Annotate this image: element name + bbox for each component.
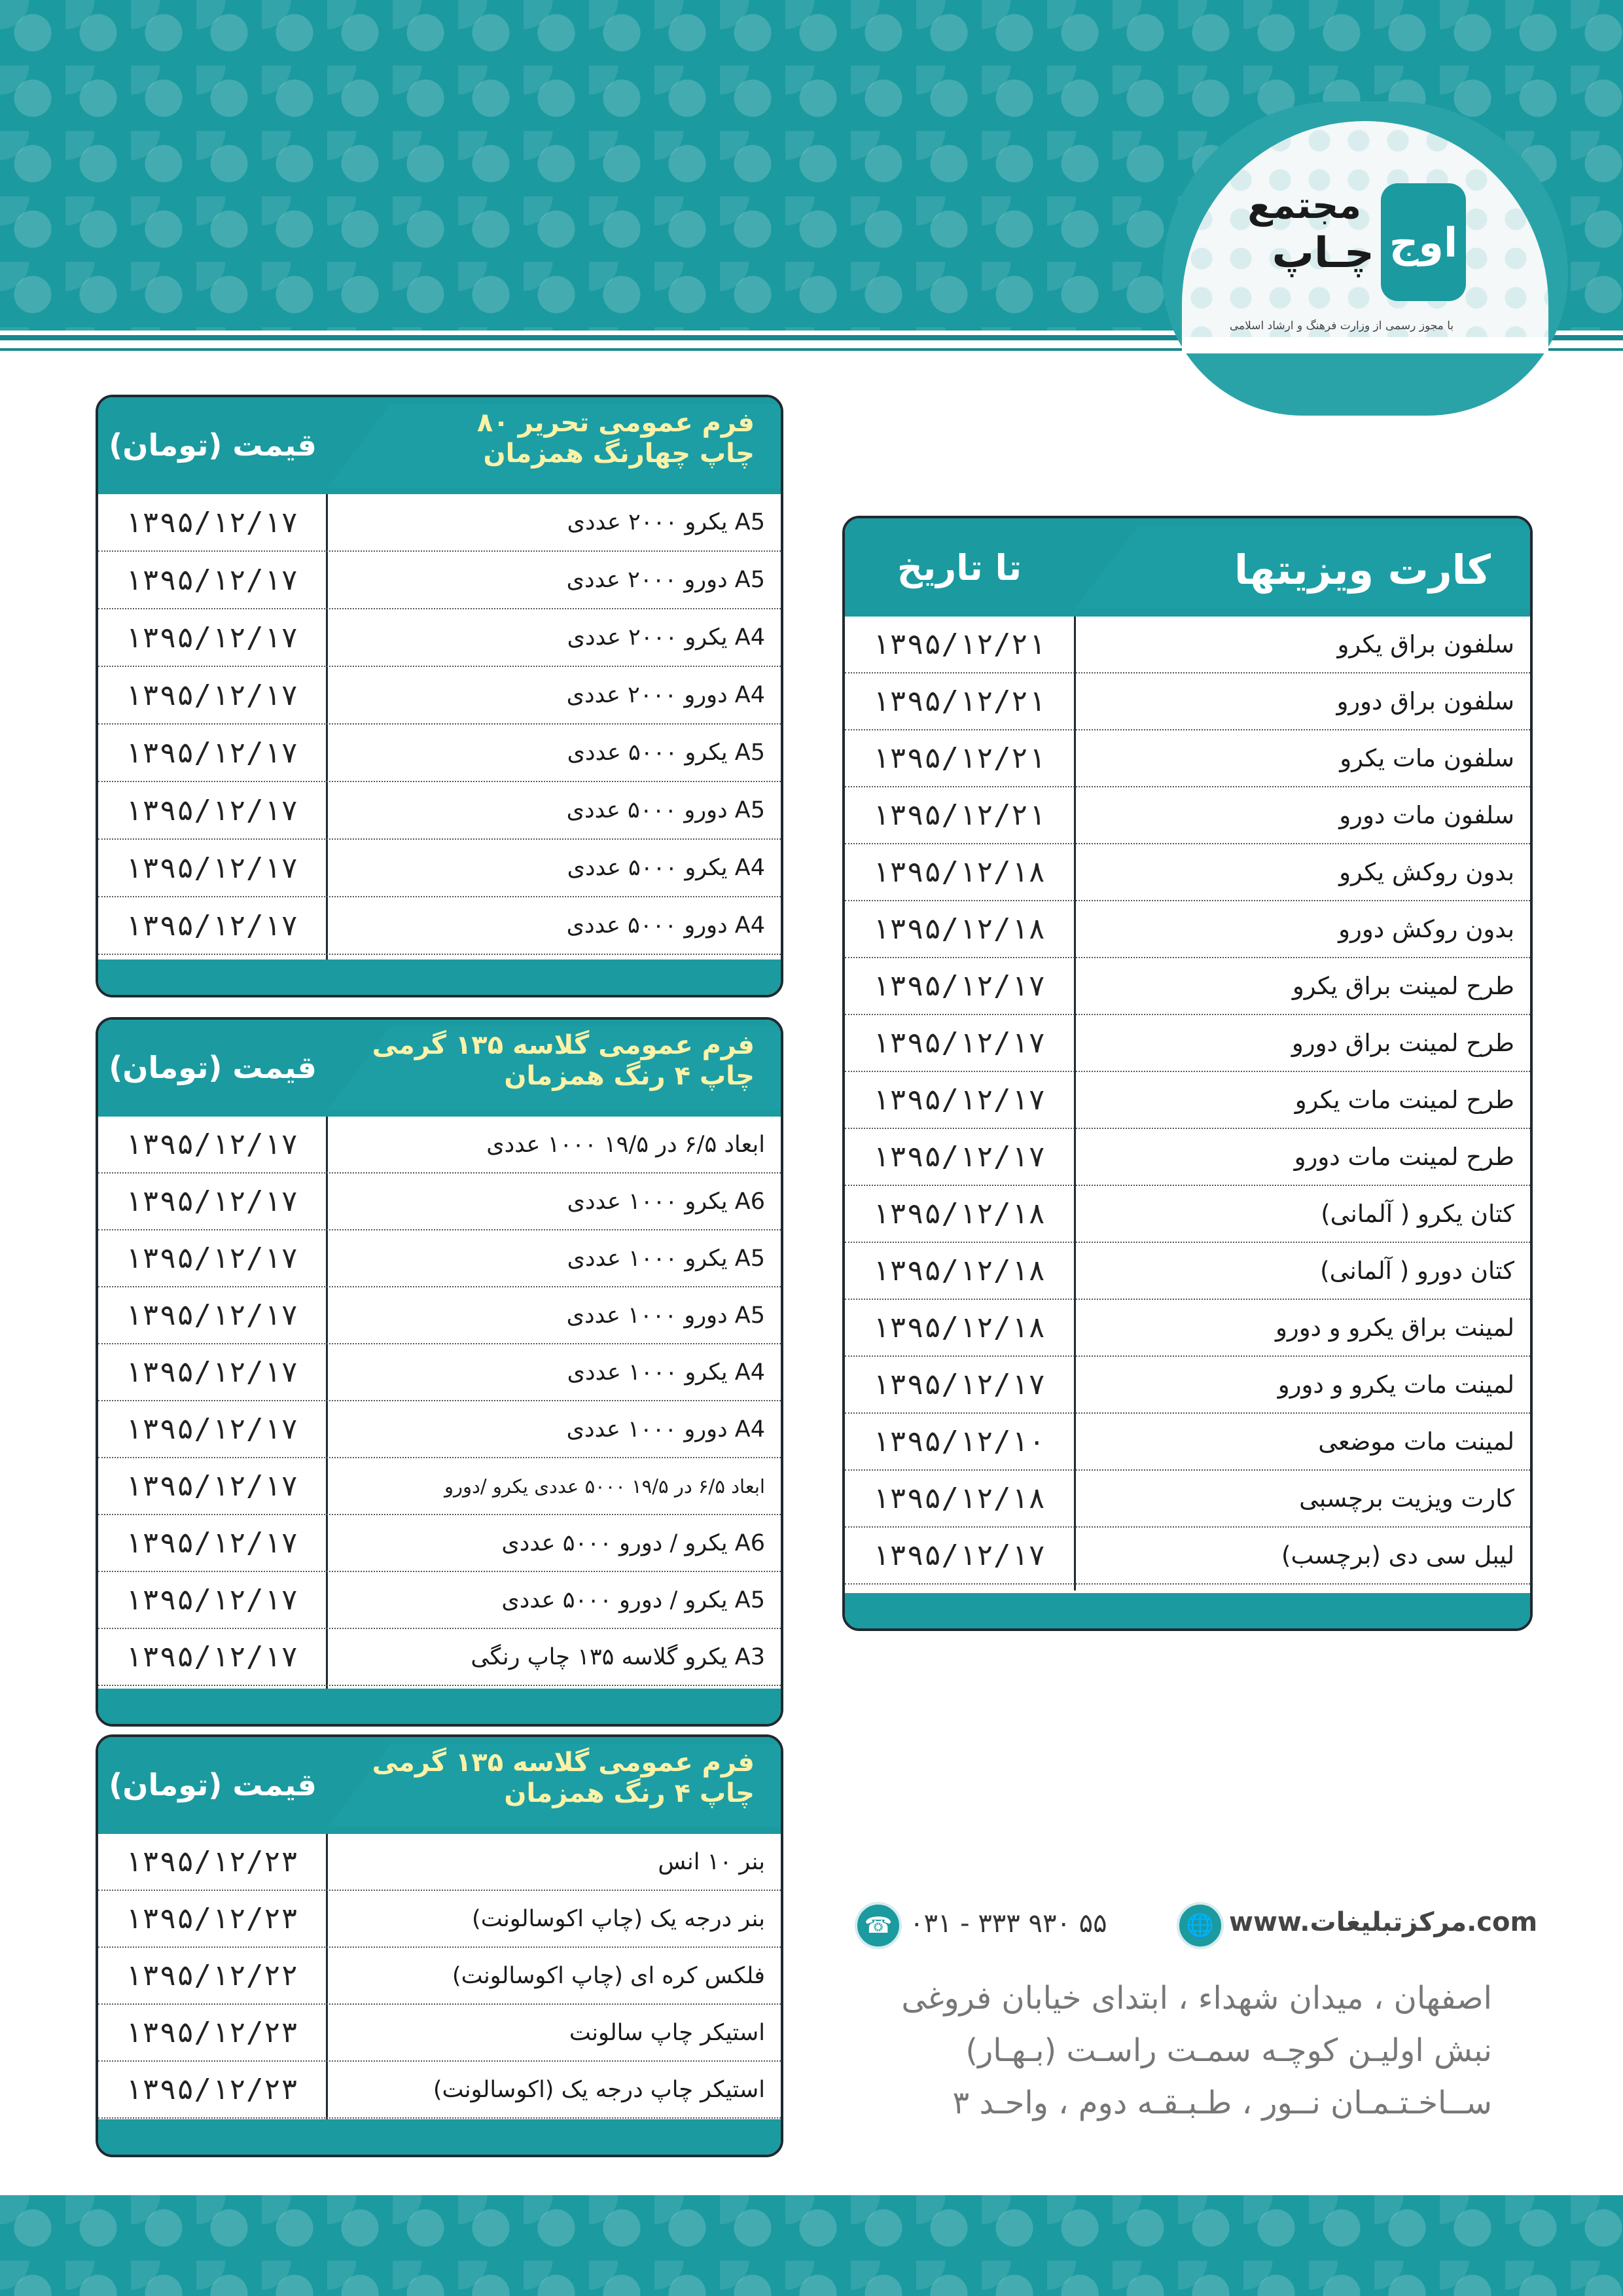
- logo-title-line1: مجتمع: [1247, 185, 1361, 227]
- table-row: [98, 2062, 781, 2119]
- table-row: [98, 1344, 781, 1401]
- row-value: ۱۳۹۵/۱۲/۱۸: [872, 912, 1046, 946]
- panel-footer: [98, 1689, 781, 1724]
- table-row: [98, 494, 781, 552]
- row-label: سلفون مات دورو: [1339, 801, 1514, 829]
- phone-number: ۰۳۱ - ۳۳۳ ۹۳۰ ۵۵: [910, 1909, 1107, 1939]
- table-row: [98, 1174, 781, 1230]
- row-label: A5 دورو ۲۰۰۰ عددی: [566, 567, 765, 593]
- table-row: [98, 782, 781, 840]
- row-label: استیکر چاپ سالونت: [569, 2019, 765, 2046]
- date-column-header: تا تاریخ: [897, 547, 1022, 588]
- row-label: لمینت مات موضعی: [1318, 1427, 1514, 1456]
- row-label: کتان یکرو ( آلمانی): [1321, 1200, 1514, 1228]
- row-value: ۱۳۹۵/۱۲/۲۳: [124, 1902, 298, 1935]
- row-label: کتان دورو ( آلمانی): [1320, 1257, 1514, 1285]
- address-line2: نبش اولیـن کوچـه سمـت راسـت (بـهـار): [965, 2032, 1492, 2069]
- panel-title-line2: چاپ ۴ رنگ همزمان: [504, 1061, 755, 1092]
- row-label: A5 یکرو ۱۰۰۰ عددی: [567, 1245, 765, 1272]
- table-row: [845, 1528, 1530, 1585]
- globe-icon: 🌐: [1177, 1902, 1224, 1949]
- panel-title-line2: چاپ ۴ رنگ همزمان: [504, 1778, 755, 1809]
- row-value: ۱۳۹۵/۱۲/۱۷: [124, 1469, 298, 1503]
- row-value: ۱۳۹۵/۱۲/۱۷: [124, 1128, 298, 1161]
- row-label: A6 یکرو / دورو ۵۰۰۰ عددی: [501, 1530, 765, 1556]
- panel-title: [349, 1030, 755, 1092]
- panel-title: [349, 408, 755, 469]
- panel-footer: [98, 960, 781, 995]
- row-value: ۱۳۹۵/۱۲/۲۱: [872, 742, 1046, 775]
- row-value: ۱۳۹۵/۱۲/۱۰: [872, 1425, 1046, 1458]
- table-row: [98, 1515, 781, 1572]
- price-panel-glasse-1: [96, 1017, 783, 1727]
- table-row: [98, 1230, 781, 1287]
- table-row: [98, 1948, 781, 2005]
- row-value: ۱۳۹۵/۱۲/۲۱: [872, 798, 1046, 832]
- row-label: کارت ویزیت برچسبی: [1299, 1484, 1514, 1513]
- row-label: A4 دورو ۵۰۰۰ عددی: [566, 912, 765, 939]
- row-label: سلفون مات یکرو: [1340, 744, 1514, 772]
- table-row: [98, 1117, 781, 1174]
- row-value: ۱۳۹۵/۱۲/۱۷: [124, 1640, 298, 1674]
- table-row: [98, 552, 781, 609]
- table-row: [845, 1471, 1530, 1528]
- row-value: ۱۳۹۵/۱۲/۱۷: [124, 678, 298, 712]
- row-label: A4 یکرو ۱۰۰۰ عددی: [567, 1359, 765, 1386]
- row-label: A4 یکرو ۲۰۰۰ عددی: [567, 624, 765, 651]
- table-row: [845, 1015, 1530, 1072]
- row-value: ۱۳۹۵/۱۲/۱۷: [872, 969, 1046, 1003]
- row-label: ابعاد ۶/۵ در ۱۹/۵ ۱۰۰۰ عددی: [486, 1131, 765, 1158]
- table-row: [845, 901, 1530, 958]
- logo-mark: اوج: [1381, 183, 1466, 301]
- table-row: [845, 1243, 1530, 1300]
- row-label: A5 یکرو ۲۰۰۰ عددی: [567, 509, 765, 535]
- row-label: لمینت براق یکرو و دورو: [1275, 1314, 1514, 1342]
- price-column-header: قیمت (تومان): [109, 1050, 317, 1085]
- table-row: [98, 897, 781, 955]
- row-value: ۱۳۹۵/۱۲/۱۷: [124, 793, 298, 827]
- table-row: [845, 673, 1530, 730]
- row-value: ۱۳۹۵/۱۲/۱۸: [872, 1197, 1046, 1230]
- row-value: ۱۳۹۵/۱۲/۱۷: [124, 1299, 298, 1332]
- website-link[interactable]: www.مرکزتبلیغات.com: [1229, 1907, 1538, 1937]
- row-label: سلفون براق دورو: [1336, 687, 1514, 715]
- table-row: [98, 1572, 781, 1629]
- row-value: ۱۳۹۵/۱۲/۱۷: [872, 1026, 1046, 1060]
- logo-plate-base: [1182, 337, 1548, 353]
- price-panel-tahrir: [96, 395, 783, 997]
- phone-icon: ☎: [855, 1902, 902, 1949]
- row-label: A5 یکرو / دورو ۵۰۰۰ عددی: [501, 1587, 765, 1613]
- row-label: A4 دورو ۲۰۰۰ عددی: [566, 682, 765, 708]
- table-row: [845, 1357, 1530, 1414]
- row-label: A3 یکرو گلاسه ۱۳۵ چاپ رنگی: [471, 1643, 765, 1670]
- logo-title-line2: چـاپ: [1272, 229, 1374, 278]
- contact-line: [851, 1898, 1538, 1950]
- row-value: ۱۳۹۵/۱۲/۱۷: [124, 736, 298, 770]
- panel-title: کارت ویزیتها: [1234, 546, 1491, 594]
- row-value: ۱۳۹۵/۱۲/۲۳: [124, 2016, 298, 2049]
- table-row: [98, 1287, 781, 1344]
- row-label: طرح لمینت مات دورو: [1294, 1143, 1514, 1171]
- table-row: [98, 840, 781, 897]
- row-label: طرح لمینت مات یکرو: [1294, 1086, 1514, 1114]
- row-value: ۱۳۹۵/۱۲/۱۷: [872, 1539, 1046, 1572]
- row-value: ۱۳۹۵/۱۲/۲۳: [124, 1845, 298, 1878]
- table-row: [845, 958, 1530, 1015]
- row-label: بنر ۱۰ انس: [658, 1848, 765, 1875]
- row-value: ۱۳۹۵/۱۲/۲۱: [872, 628, 1046, 661]
- row-value: ۱۳۹۵/۱۲/۱۷: [124, 1583, 298, 1617]
- row-label: A4 یکرو ۵۰۰۰ عددی: [567, 855, 765, 881]
- panel-title-line2: چاپ چهارنگ همزمان: [483, 439, 755, 469]
- row-label: ابعاد ۶/۵ در ۱۹/۵ ۵۰۰۰ عددی یکرو /دورو: [444, 1475, 765, 1498]
- table-row: [98, 2005, 781, 2062]
- table-row: [845, 1414, 1530, 1471]
- row-value: ۱۳۹۵/۱۲/۱۷: [124, 563, 298, 597]
- row-value: ۱۳۹۵/۱۲/۲۱: [872, 685, 1046, 718]
- row-value: ۱۳۹۵/۱۲/۱۷: [872, 1140, 1046, 1174]
- table-row: [98, 609, 781, 667]
- row-value: ۱۳۹۵/۱۲/۱۸: [872, 855, 1046, 889]
- table-row: [98, 1834, 781, 1891]
- table-row: [98, 1458, 781, 1515]
- row-value: ۱۳۹۵/۱۲/۱۸: [872, 1482, 1046, 1515]
- row-value: ۱۳۹۵/۱۲/۱۷: [124, 620, 298, 655]
- row-value: ۱۳۹۵/۱۲/۱۷: [872, 1083, 1046, 1117]
- price-panel-glasse-2: [96, 1734, 783, 2157]
- row-value: ۱۳۹۵/۱۲/۱۷: [124, 1355, 298, 1389]
- row-value: ۱۳۹۵/۱۲/۲۲: [124, 1959, 298, 1992]
- table-row: [98, 1891, 781, 1948]
- table-row: [845, 730, 1530, 787]
- table-row: [98, 667, 781, 725]
- row-label: استیکر چاپ درجه یک (اکوسالونت): [433, 2076, 765, 2103]
- row-value: ۱۳۹۵/۱۲/۲۳: [124, 2073, 298, 2106]
- row-label: طرح لمینت براق دورو: [1291, 1029, 1514, 1057]
- row-label: بدون روکش دورو: [1338, 915, 1514, 943]
- row-label: A5 دورو ۱۰۰۰ عددی: [566, 1302, 765, 1329]
- row-value: ۱۳۹۵/۱۲/۱۸: [872, 1254, 1046, 1287]
- panel-footer: [98, 2119, 781, 2155]
- address-line3: ســاخـتـمـان نــور ، طـبـقـه دوم ، واحـد ۳: [952, 2085, 1492, 2121]
- row-value: ۱۳۹۵/۱۲/۱۷: [124, 1526, 298, 1560]
- table-row: [845, 787, 1530, 844]
- table-row: [845, 1300, 1530, 1357]
- row-label: A4 دورو ۱۰۰۰ عددی: [566, 1416, 765, 1443]
- price-panel-business-cards: [842, 516, 1533, 1631]
- row-value: ۱۳۹۵/۱۲/۱۷: [124, 505, 298, 539]
- table-row: [845, 1129, 1530, 1186]
- row-value: ۱۳۹۵/۱۲/۱۷: [124, 1185, 298, 1218]
- row-label: فلکس کره ای (چاپ اکوسالونت): [452, 1962, 765, 1989]
- panel-title-line1: فرم عمومی گلاسه ۱۳۵ گرمی: [372, 1030, 755, 1060]
- table-row: [98, 725, 781, 782]
- logo-caption: با مجوز رسمی از وزارت فرهنگ و ارشاد اسلامی: [1229, 319, 1454, 332]
- row-label: طرح لمینت براق یکرو: [1292, 972, 1514, 1000]
- row-label: A5 دورو ۵۰۰۰ عددی: [566, 797, 765, 823]
- table-row: [845, 1072, 1530, 1129]
- row-label: بدون روکش یکرو: [1339, 858, 1514, 886]
- price-column-header: قیمت (تومان): [109, 427, 317, 463]
- row-value: ۱۳۹۵/۱۲/۱۷: [124, 1242, 298, 1275]
- table-row: [845, 617, 1530, 673]
- price-column-header: قیمت (تومان): [109, 1767, 317, 1803]
- row-value: ۱۳۹۵/۱۲/۱۷: [872, 1368, 1046, 1401]
- row-label: A5 یکرو ۵۰۰۰ عددی: [567, 740, 765, 766]
- address-line1: اصفهان ، میدان شهداء ، ابتدای خیابان فروغی: [901, 1980, 1492, 2017]
- row-label: A6 یکرو ۱۰۰۰ عددی: [567, 1188, 765, 1215]
- row-label: سلفون براق یکرو: [1337, 630, 1514, 658]
- row-label: لمینت مات یکرو و دورو: [1277, 1371, 1514, 1399]
- panel-title-line1: فرم عمومی تحریر ۸۰: [476, 408, 755, 438]
- table-row: [845, 844, 1530, 901]
- row-value: ۱۳۹۵/۱۲/۱۷: [124, 908, 298, 942]
- row-label: بنر درجه یک (چاپ اکوسالونت): [472, 1905, 765, 1932]
- table-row: [98, 1629, 781, 1686]
- table-row: [98, 1401, 781, 1458]
- row-label: لیبل سی دی (برچسب): [1281, 1541, 1514, 1570]
- panel-title: [349, 1748, 755, 1809]
- row-value: ۱۳۹۵/۱۲/۱۷: [124, 851, 298, 885]
- panel-footer: [845, 1593, 1530, 1628]
- row-value: ۱۳۹۵/۱۲/۱۷: [124, 1412, 298, 1446]
- table-row: [845, 1186, 1530, 1243]
- row-value: ۱۳۹۵/۱۲/۱۸: [872, 1311, 1046, 1344]
- panel-title-line1: فرم عمومی گلاسه ۱۳۵ گرمی: [372, 1748, 755, 1778]
- footer-pattern-band: [0, 2195, 1623, 2296]
